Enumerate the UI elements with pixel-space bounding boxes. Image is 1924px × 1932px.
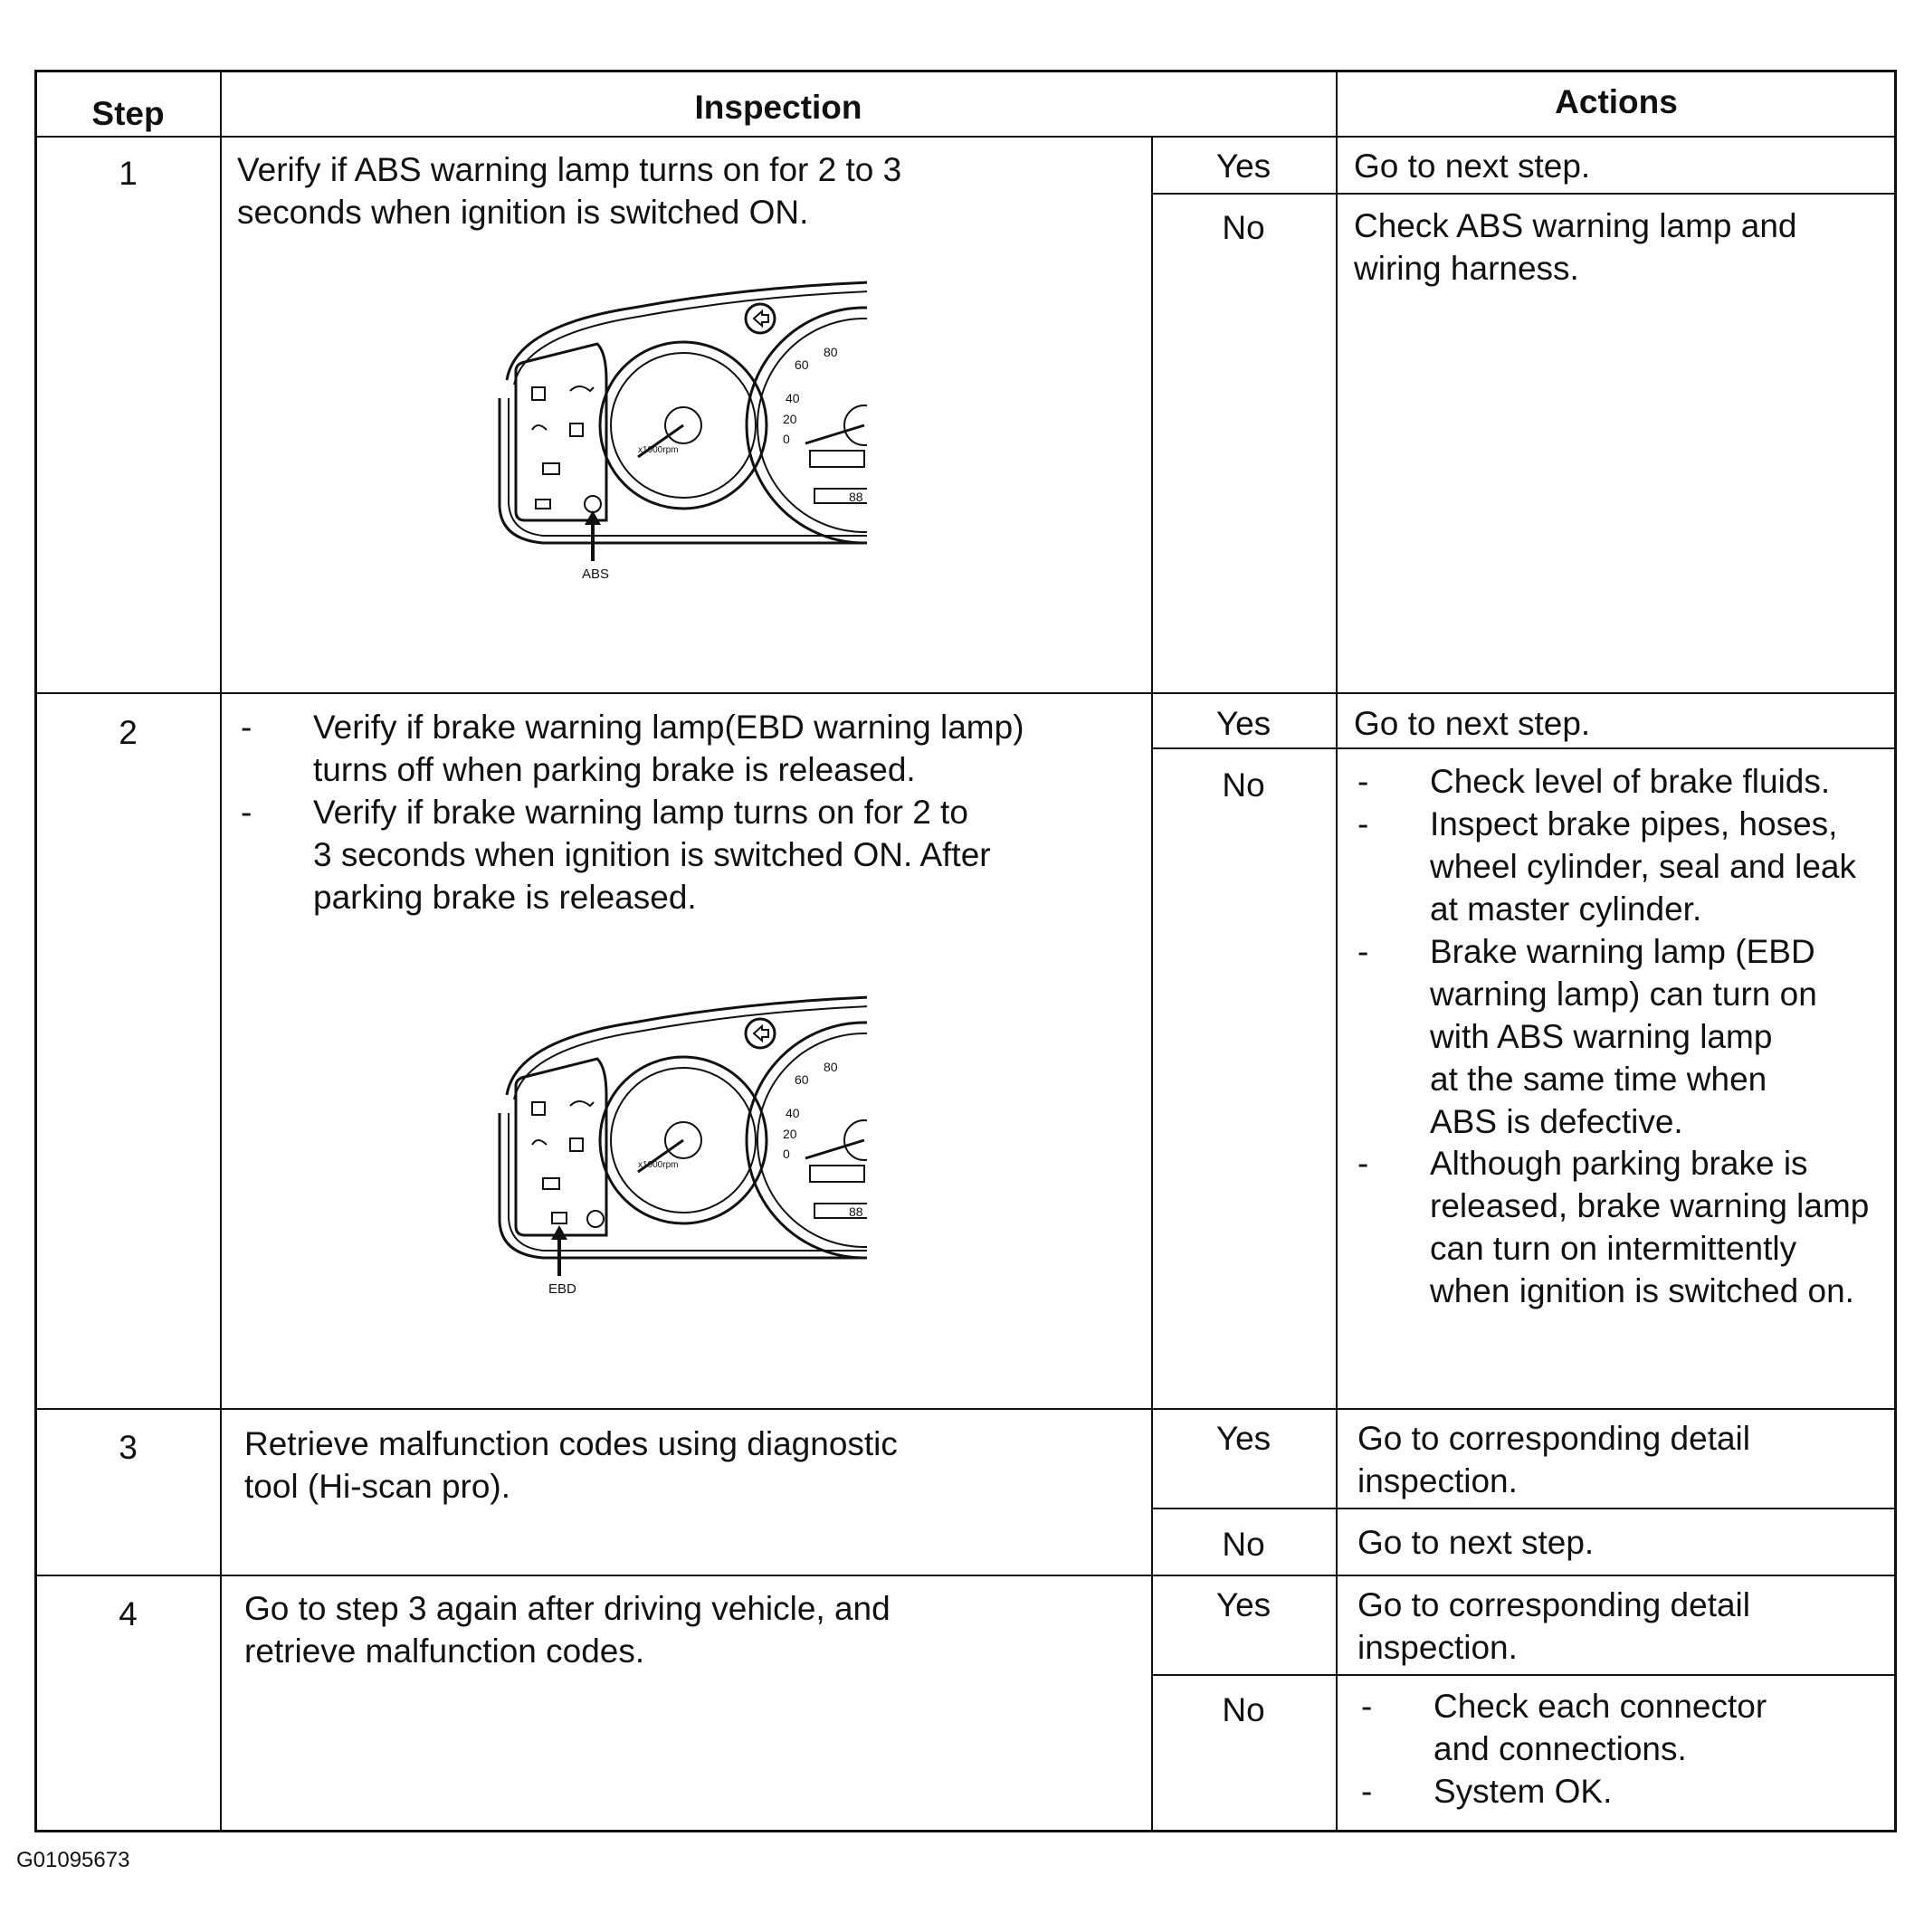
action-text: Go to next step. <box>1357 1524 1595 1561</box>
action-text: Go to next step. <box>1354 705 1591 742</box>
no-label: No <box>1222 766 1265 804</box>
inspection-text: retrieve malfunction codes. <box>244 1632 645 1670</box>
header-inspection: Inspection <box>694 89 862 126</box>
inspection-text: Retrieve malfunction codes using diagnostic <box>244 1425 898 1462</box>
no-label: No <box>1222 1691 1265 1728</box>
instrument-cluster-figure-ebd <box>489 986 869 1312</box>
step-number: 3 <box>119 1429 138 1466</box>
rpm-unit-label: x1000rpm <box>638 1160 679 1170</box>
row4-yesno-divider <box>1151 1674 1897 1676</box>
row2-divider <box>34 1408 1897 1410</box>
action-text: Go to corresponding detail <box>1357 1420 1750 1457</box>
row2-yesno-divider <box>1151 747 1897 749</box>
row1-divider <box>34 692 1897 694</box>
inspection-text: Verify if ABS warning lamp turns on for 2 to 3 <box>237 151 902 188</box>
action-text: Check ABS warning lamp and <box>1354 207 1797 244</box>
action-text: Go to corresponding detail <box>1357 1586 1750 1623</box>
inspection-text: Go to step 3 again after driving vehicle, and <box>244 1590 891 1627</box>
rpm-unit-label: x1000rpm <box>638 445 679 455</box>
svg-text:88: 88 <box>849 490 863 504</box>
header-divider <box>34 136 1897 138</box>
action-text: wiring harness. <box>1354 250 1579 287</box>
col-divider-actions <box>1336 70 1338 1832</box>
instrument-cluster-figure-abs <box>489 271 869 597</box>
svg-text:40: 40 <box>786 391 800 405</box>
col-divider-step <box>220 70 222 1832</box>
inspection-text: seconds when ignition is switched ON. <box>237 194 809 231</box>
action-text: inspection. <box>1357 1462 1518 1499</box>
inspection-text: tool (Hi-scan pro). <box>244 1468 511 1505</box>
svg-text:0: 0 <box>783 432 790 446</box>
ebd-arrow-label: EBD <box>548 1281 576 1297</box>
abs-arrow-label: ABS <box>582 566 610 582</box>
col-divider-yesno <box>1151 136 1153 1832</box>
step-number: 4 <box>119 1595 138 1632</box>
yes-label: Yes <box>1215 705 1272 742</box>
row3-yesno-divider <box>1151 1508 1897 1509</box>
svg-text:80: 80 <box>824 1060 838 1074</box>
svg-text:88: 88 <box>849 1204 863 1219</box>
svg-text:60: 60 <box>795 1072 809 1087</box>
header-step: Step <box>91 95 165 132</box>
row1-yesno-divider <box>1151 193 1897 195</box>
svg-text:20: 20 <box>783 412 797 426</box>
no-label: No <box>1222 1526 1265 1563</box>
action-text: Go to next step. <box>1354 148 1591 185</box>
yes-label: Yes <box>1215 1420 1272 1457</box>
no-label: No <box>1222 209 1265 246</box>
svg-text:40: 40 <box>786 1106 800 1120</box>
step-number: 1 <box>119 155 138 192</box>
row3-divider <box>34 1575 1897 1576</box>
figure-code: G01095673 <box>16 1848 130 1872</box>
svg-text:60: 60 <box>795 357 809 372</box>
yes-label: Yes <box>1215 1586 1272 1623</box>
step-number: 2 <box>119 714 138 751</box>
svg-text:80: 80 <box>824 345 838 359</box>
svg-text:20: 20 <box>783 1127 797 1141</box>
yes-label: Yes <box>1215 148 1272 185</box>
action-text: inspection. <box>1357 1629 1518 1666</box>
svg-text:0: 0 <box>783 1147 790 1161</box>
header-actions: Actions <box>1555 83 1678 120</box>
